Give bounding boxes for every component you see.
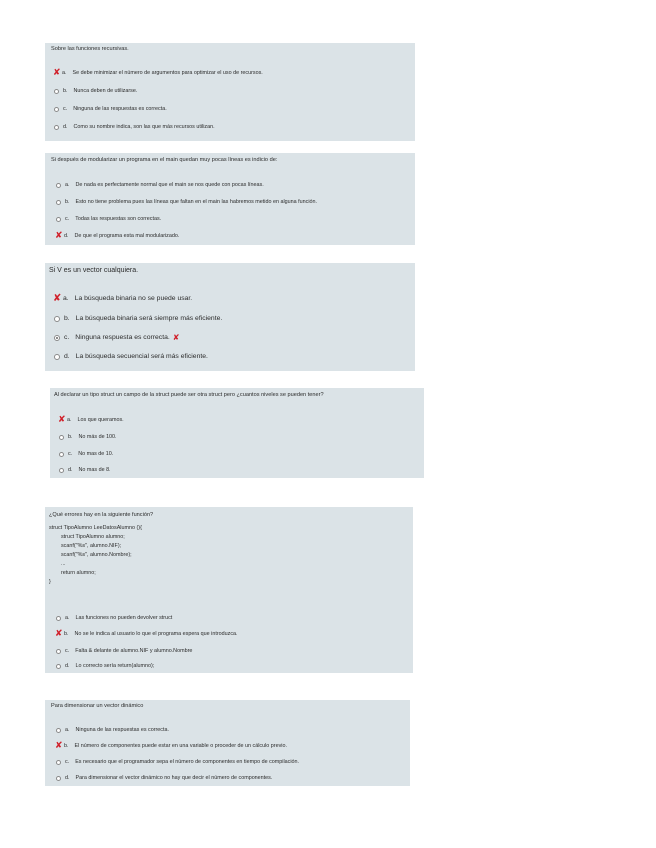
option-letter: a. (65, 727, 70, 733)
option-b[interactable] (54, 87, 137, 95)
option-d[interactable] (59, 466, 111, 474)
radio-button-selected[interactable] (54, 335, 60, 341)
option-label: De que el programa esta mal modularizado. (74, 233, 180, 239)
radio-button[interactable] (54, 107, 59, 112)
radio-button[interactable] (59, 468, 64, 473)
option-label: Es necesario que el programador sepa el número de componentes en tiempo de compilación. (75, 759, 300, 765)
option-label: La búsqueda binaria no se puede usar. (74, 295, 193, 302)
option-b[interactable] (56, 198, 317, 206)
option-a[interactable] (56, 726, 169, 734)
option-letter: c. (65, 648, 70, 654)
option-letter: d. (65, 663, 70, 669)
radio-button[interactable] (56, 776, 61, 781)
option-letter: b. (64, 315, 70, 322)
wrong-answer-icon: ✘ (55, 629, 63, 639)
option-label: No más de 100. (78, 434, 117, 440)
code-line: scanf("%s", alumno.NIF); (49, 543, 122, 549)
option-label: Como su nombre indica, son las que más recursos utilizan. (73, 124, 215, 130)
option-letter: a. (62, 70, 67, 76)
option-label: No mas de 8. (78, 467, 111, 473)
option-letter: c. (65, 216, 70, 222)
wrong-answer-icon: ✘ (55, 741, 63, 751)
option-letter: b. (63, 88, 68, 94)
option-c[interactable] (56, 215, 161, 223)
radio-button[interactable] (54, 354, 60, 360)
option-a[interactable] (56, 181, 264, 189)
option-letter: b. (65, 199, 70, 205)
option-label: La búsqueda secuencial será más eficiente. (75, 353, 208, 360)
question-text: Sobre las funciones recursivas. (51, 46, 129, 52)
option-d[interactable] (56, 662, 154, 670)
option-label: El número de componentes puede estar en una variable o proceder de un cálculo previo. (74, 743, 287, 749)
radio-button[interactable] (54, 125, 59, 130)
question-card-2 (45, 153, 415, 245)
option-letter: c. (65, 759, 70, 765)
radio-button[interactable] (56, 728, 61, 733)
option-label: De nada es perfectamente normal que el main se nos quede con pocas líneas. (75, 182, 264, 188)
wrong-answer-icon: ✘ (53, 68, 61, 78)
option-label: Nunca deben de utilizarse. (73, 88, 138, 94)
option-label: No mas de 10. (78, 451, 114, 457)
option-letter: a. (65, 182, 70, 188)
wrong-answer-icon: ✘ (55, 231, 63, 241)
radio-button[interactable] (56, 649, 61, 654)
option-d[interactable] (54, 353, 208, 361)
code-line: return alumno; (49, 570, 96, 576)
incorrect-icon: ✘ (172, 333, 180, 342)
question-text: Si después de modularizar un programa en el main quedan muy pocas líneas es indicio de: (51, 157, 278, 163)
option-c[interactable] (56, 758, 299, 766)
option-letter: d. (63, 124, 68, 130)
option-letter: d. (64, 233, 69, 239)
option-d[interactable] (55, 232, 179, 240)
option-a[interactable] (58, 416, 124, 424)
question-card-3 (45, 263, 415, 371)
option-letter: c. (63, 106, 68, 112)
option-label: No se le indica al usuario lo que el programa espera que introduzca. (74, 631, 238, 637)
question-text: ¿Qué errores hay en la siguiente función? (49, 512, 154, 518)
option-b[interactable] (55, 742, 287, 750)
option-b[interactable] (55, 630, 238, 638)
option-a[interactable] (56, 614, 172, 622)
option-label: Ninguna respuesta es correcta. (75, 334, 170, 341)
option-c[interactable] (59, 450, 113, 458)
option-letter: a. (63, 295, 69, 302)
option-letter: a. (67, 417, 72, 423)
code-line: ... (49, 561, 66, 567)
radio-button[interactable] (59, 435, 64, 440)
option-letter: b. (68, 434, 73, 440)
option-label: La búsqueda binaria será siempre más eficiente. (75, 315, 223, 322)
option-d[interactable] (56, 774, 272, 782)
code-block (49, 524, 142, 587)
option-letter: b. (64, 631, 69, 637)
option-letter: c. (68, 451, 73, 457)
option-letter: a. (65, 615, 70, 621)
radio-button[interactable] (59, 452, 64, 457)
option-label: Todas las respuestas son correctas. (75, 216, 162, 222)
code-line: struct TipoAlumno LeeDatosAlumno (){ (49, 525, 142, 531)
question-card-6 (45, 700, 410, 786)
code-line: struct TipoAlumno alumno; (49, 534, 125, 540)
question-text: Si V es un vector cualquiera. (49, 267, 139, 274)
radio-button[interactable] (56, 616, 61, 621)
option-letter: d. (64, 353, 70, 360)
code-line: } (49, 579, 51, 585)
option-c[interactable] (54, 334, 179, 342)
option-label: Los que queramos. (77, 417, 124, 423)
option-a[interactable] (53, 69, 263, 77)
question-text: Para dimensionar un vector dinámico (51, 703, 144, 709)
wrong-answer-icon: ✘ (58, 415, 66, 425)
option-letter: d. (68, 467, 73, 473)
option-letter: c. (64, 334, 70, 341)
question-text: Al declarar un tipo struct un campo de la struct puede ser otra struct pero ¿cuantos niveles se pueden tener? (54, 392, 324, 398)
question-card-4 (50, 388, 424, 478)
radio-button[interactable] (56, 760, 61, 765)
question-card-1 (45, 43, 415, 141)
option-a[interactable] (53, 295, 192, 303)
option-label: Para dimensionar el vector dinámico no hay que decir el número de componentes. (75, 775, 273, 781)
radio-button[interactable] (54, 316, 60, 322)
option-label: Las funciones no pueden devolver struct (75, 615, 173, 621)
option-letter: b. (64, 743, 69, 749)
radio-button[interactable] (56, 183, 61, 188)
option-label: Esto no tiene problema pues las líneas que faltan en el main las habremos metido en alguna función. (75, 199, 318, 205)
option-letter: d. (65, 775, 70, 781)
option-b[interactable] (59, 433, 117, 441)
option-c[interactable] (54, 105, 167, 113)
radio-button[interactable] (54, 89, 59, 94)
radio-button[interactable] (56, 200, 61, 205)
option-label: Falta & delante de alumno.NIF y alumno.Nombre (75, 648, 193, 654)
option-c[interactable] (56, 647, 192, 655)
option-d[interactable] (54, 123, 215, 131)
option-label: Ninguna de las respuestas es correcta. (73, 106, 167, 112)
radio-button[interactable] (56, 664, 61, 669)
question-card-5 (45, 507, 413, 673)
code-line: scanf("%s", alumno.Nombre); (49, 552, 132, 558)
option-b[interactable] (54, 315, 222, 323)
option-label: Lo correcto sería return(alumno); (75, 663, 155, 669)
radio-button[interactable] (56, 217, 61, 222)
wrong-answer-icon: ✘ (53, 293, 62, 304)
option-label: Se debe minimizar el número de argumentos para optimizar el uso de recursos. (72, 70, 263, 76)
option-label: Ninguna de las respuestas es correcta. (75, 727, 169, 733)
